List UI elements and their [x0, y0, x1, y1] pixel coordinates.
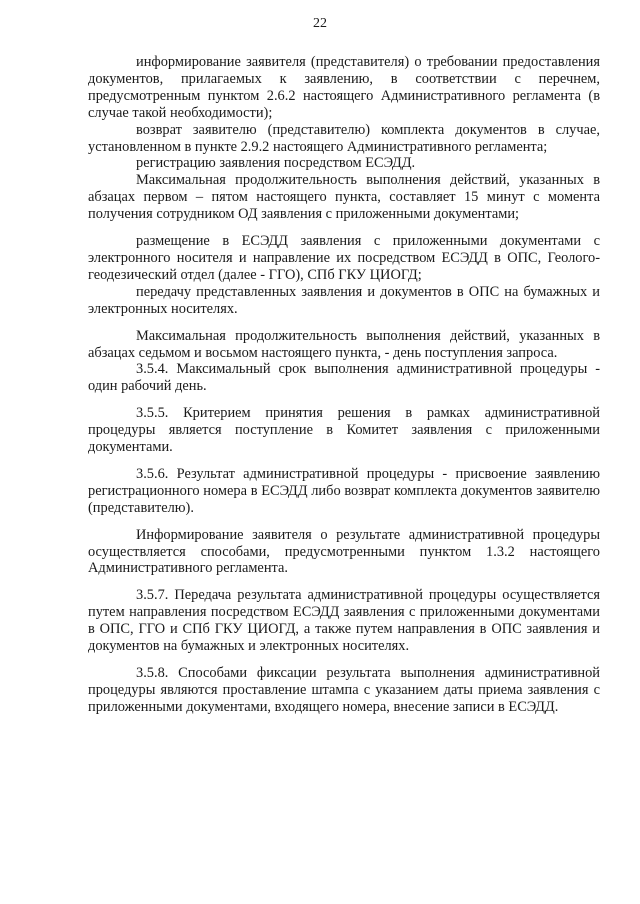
page-number: 22 — [313, 16, 327, 31]
paragraph: Информирование заявителя о результате административной процедуры осуществляется способами, предусмотренными пунктом 1.3.2 настоящего Административного регламента. — [88, 526, 600, 577]
paragraph: 3.5.5. Критерием принятия решения в рамках административной процедуры является поступление в Комитет заявления с приложенными документами. — [88, 405, 600, 456]
paragraph: передачу представленных заявления и документов в ОПС на бумажных и электронных носителях. — [88, 283, 600, 317]
paragraph: размещение в ЕСЭДД заявления с приложенными документами с электронного носителя и направление их посредством ЕСЭДД в ОПС, Геолого-геодезический отдел (далее - ГГО), СПб ГКУ ЦИОГД; — [88, 233, 600, 283]
paragraph: Максимальная продолжительность выполнения действий, указанных в абзацах первом – пятом настоящего пункта, составляет 15 минут с момента получения сотрудником ОД заявления с приложенными документами; — [88, 172, 600, 223]
paragraph: информирование заявителя (представителя) о требовании предоставления документов, прилагаемых к заявлению, в соответствии с перечнем, предусмотренным пунктом 2.6.2 настоящего Административного регламента (в случае такой необходимости); — [88, 54, 600, 121]
paragraph: 3.5.4. Максимальный срок выполнения административной процедуры - один рабочий день. — [88, 361, 600, 395]
paragraph: возврат заявителю (представителю) комплекта документов в случае, установленном в пункте 2.9.2 настоящего Административного регламента; — [88, 121, 600, 155]
paragraph: Максимальная продолжительность выполнения действий, указанных в абзацах седьмом и восьмом настоящего пункта, - день поступления запроса. — [88, 327, 600, 361]
document-body — [88, 54, 600, 716]
paragraph: 3.5.7. Передача результата административной процедуры осуществляется путем направления посредством ЕСЭДД заявления с приложенными документами в ОПС, ГГО и СПб ГКУ ЦИОГД, а также путем направления в ОПС заявления и документов на бумажных и электронных носителях. — [88, 587, 600, 655]
paragraph: регистрацию заявления посредством ЕСЭДД. — [136, 155, 416, 172]
paragraph: 3.5.6. Результат административной процедуры - присвоение заявлению регистрационного номера в ЕСЭДД либо возврат комплекта документов заявителю (представителю). — [88, 465, 600, 516]
paragraph: 3.5.8. Способами фиксации результата выполнения административной процедуры являются проставление штампа с указанием даты приема заявления с приложенными документами, входящего номера, внесение записи в ЕСЭДД. — [88, 665, 600, 715]
